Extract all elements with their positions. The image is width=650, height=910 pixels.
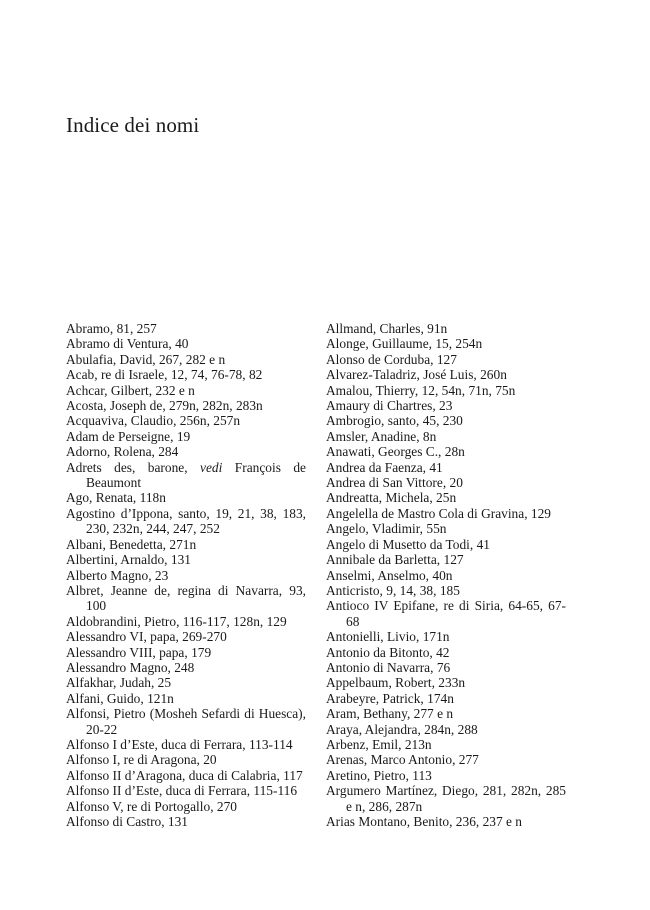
index-entry: Aretino, Pietro, 113: [326, 767, 432, 783]
index-entry: Arenas, Marco Antonio, 277: [326, 752, 479, 768]
index-entry: Alfonso II d’Este, duca di Ferrara, 115-116: [66, 783, 298, 799]
index-entry-text: Adrets des, barone,: [66, 459, 201, 475]
index-entry: Angelella de Mastro Cola di Gravina, 129: [326, 505, 551, 521]
index-entry: Amalou, Thierry, 12, 54n, 71n, 75n: [326, 382, 516, 398]
index-entry: Abramo di Ventura, 40: [66, 336, 189, 352]
index-entry: Arbenz, Emil, 213n: [326, 736, 432, 752]
index-entry: Alessandro VIII, papa, 179: [66, 644, 212, 660]
index-entry: Albani, Benedetta, 271n: [66, 536, 197, 552]
index-entry: Antioco IV Epifane, re di Siria, 64-65, 67-68: [326, 598, 566, 629]
index-entry: Angelo di Musetto da Todi, 41: [326, 536, 490, 552]
index-entry: Abulafia, David, 267, 282 e n: [66, 351, 226, 367]
index-entry: Alfonso V, re di Portogallo, 270: [66, 798, 237, 814]
index-entry: Alfakhar, Judah, 25: [66, 675, 172, 691]
index-entry: Araya, Alejandra, 284n, 288: [326, 721, 478, 737]
index-entry: Alfonso I, re di Aragona, 20: [66, 752, 217, 768]
index-entry: Amaury di Chartres, 23: [326, 398, 453, 414]
index-entry: Angelo, Vladimir, 55n: [326, 521, 447, 537]
index-entry: Antonielli, Livio, 171n: [326, 629, 450, 645]
index-entry: Alvarez-Taladriz, José Luis, 260n: [326, 367, 507, 383]
index-entry: Albret, Jeanne de, regina di Navarra, 93, 100: [66, 582, 306, 614]
index-entry: Alfonso II d’Aragona, duca di Calabria, 117: [66, 767, 303, 783]
index-entry: Adorno, Rolena, 284: [66, 444, 179, 460]
index-entry: Agostino d’Ippona, santo, 19, 21, 38, 183, 230, 232n, 244, 247, 252: [66, 505, 306, 537]
index-entry: [66, 460, 306, 491]
index-entry: Ago, Renata, 118n: [66, 490, 166, 506]
index-entry: Albertini, Arnaldo, 131: [66, 552, 191, 568]
index-entry: Annibale da Barletta, 127: [326, 552, 464, 568]
index-entry: Abramo, 81, 257: [66, 321, 157, 336]
index-entry: Alfonso di Castro, 131: [66, 814, 188, 829]
index-entry: Alessandro Magno, 248: [66, 659, 195, 675]
index-entry: Aram, Bethany, 277 e n: [326, 706, 454, 722]
index-entry: Arabeyre, Patrick, 174n: [326, 690, 454, 706]
index-entry: Acquaviva, Claudio, 256n, 257n: [66, 413, 241, 429]
index-entry: Ambrogio, santo, 45, 230: [326, 413, 463, 429]
index-column-right: [326, 321, 566, 829]
index-entry: Alberto Magno, 23: [66, 567, 169, 583]
index-column-left: [66, 321, 306, 829]
index-entry: Anselmi, Anselmo, 40n: [326, 567, 453, 583]
index-entry: Alonso de Corduba, 127: [326, 351, 457, 367]
index-entry: Adam de Perseigne, 19: [66, 428, 191, 444]
index-entry: Andreatta, Michela, 25n: [326, 490, 457, 506]
index-entry: Acosta, Joseph de, 279n, 282n, 283n: [66, 398, 263, 414]
cross-reference-vedi: vedi: [200, 459, 223, 475]
index-entry: Antonio da Bitonto, 42: [326, 644, 450, 660]
index-entry: Andrea di San Vittore, 20: [326, 475, 463, 491]
index-entry: Allmand, Charles, 91n: [326, 321, 448, 336]
index-entry: Alfani, Guido, 121n: [66, 690, 174, 706]
index-entry: Alonge, Guillaume, 15, 254n: [326, 336, 483, 352]
index-entry: Alessandro VI, papa, 269-270: [66, 629, 227, 645]
index-entry: Achcar, Gilbert, 232 e n: [66, 382, 195, 398]
index-entry: Acab, re di Israele, 12, 74, 76-78, 82: [66, 367, 263, 383]
index-entry: Arias Montano, Benito, 236, 237 e n: [326, 814, 523, 829]
page-title: Indice dei nomi: [66, 113, 200, 137]
index-entry: Andrea da Faenza, 41: [326, 459, 443, 475]
index-entry: Anawati, Georges C., 28n: [326, 444, 465, 460]
index-entry: Anticristo, 9, 14, 38, 185: [326, 582, 460, 598]
index-entry-text: François de Beaumont: [86, 459, 306, 491]
index-entry: Alfonsi, Pietro (Mosheh Sefardi di Huesca), 20-22: [66, 706, 306, 737]
index-entry: Amsler, Anadine, 8n: [326, 428, 437, 444]
index-entry: Alfonso I d’Este, duca di Ferrara, 113-114: [66, 736, 293, 752]
index-entry: Aldobrandini, Pietro, 116-117, 128n, 129: [66, 613, 287, 629]
index-entry: Appelbaum, Robert, 233n: [326, 675, 466, 691]
index-entry: Antonio di Navarra, 76: [326, 659, 451, 675]
index-entry: Argumero Martínez, Diego, 281, 282n, 285 e n, 286, 287n: [326, 783, 566, 814]
